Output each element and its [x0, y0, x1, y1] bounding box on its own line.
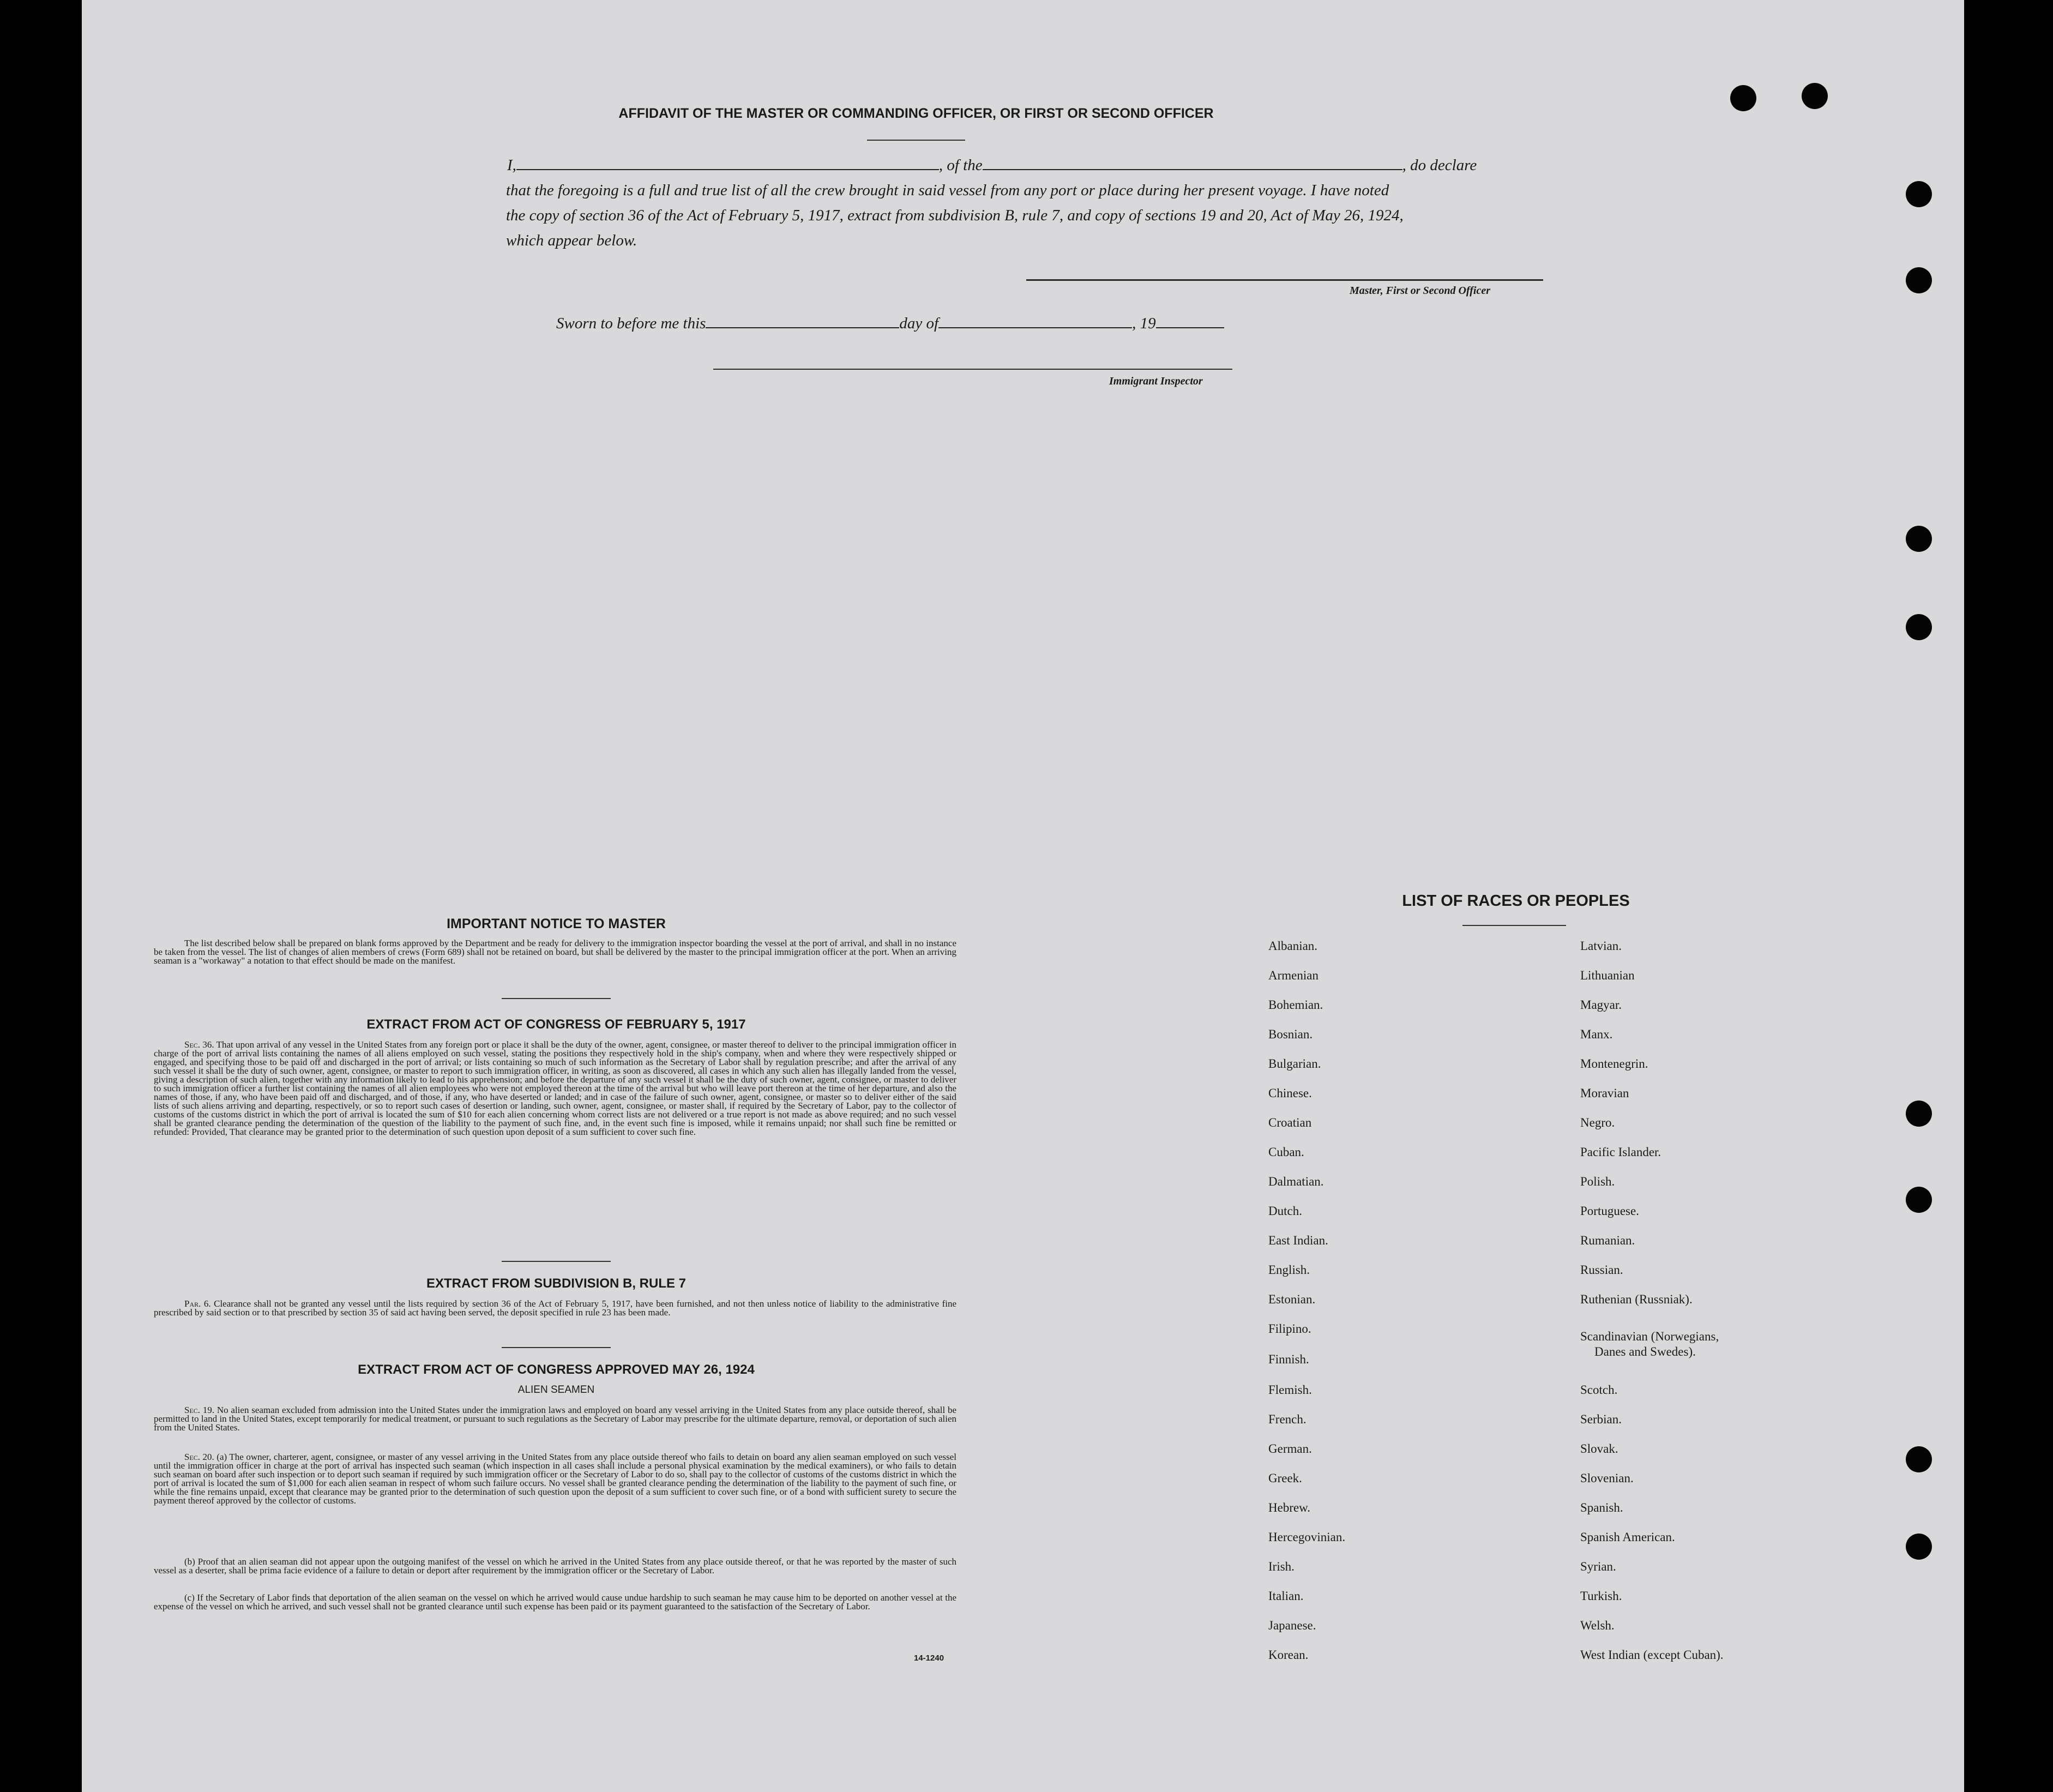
race-item: Albanian.	[1268, 939, 1318, 953]
race-item: Bulgarian.	[1268, 1057, 1321, 1071]
punch-hole	[1906, 181, 1932, 207]
par-6-text: Clearance shall not be granted any vessel until the lists required by section 36 of the Act of February 5, 1917, have been furnished, and not then unless notice of liability to the administrative fine prescribed by said section or to that prescribed by section 35 of said act having been served, the deposit specified in rule 23 has been made.	[154, 1298, 956, 1318]
sec-19-text: No alien seaman excluded from admission into the United States under the immigration laws and employed on board any vessel arriving in the United States from any place outside thereof, shall be permitted to land in the United States, except temporarily for medical treatment, or pursuant to such regulations as the Secretary of Labor may prescribe for the ultimate departure, removal, or deportation of such alien from the United States.	[154, 1405, 957, 1433]
divider	[502, 1347, 611, 1348]
race-item: English.	[1268, 1263, 1310, 1277]
race-item: Croatian	[1268, 1116, 1312, 1129]
affidavit-line-1	[507, 153, 1543, 178]
race-item: Dutch.	[1268, 1204, 1302, 1218]
race-item: Bosnian.	[1268, 1027, 1313, 1041]
sec-19	[154, 1406, 956, 1432]
extract-1924-subtitle: ALIEN SEAMEN	[517, 1384, 595, 1396]
race-item: Hebrew.	[1268, 1501, 1311, 1514]
sec-36-label: Sec. 36.	[184, 1039, 214, 1050]
race-item: Pacific Islander.	[1580, 1145, 1661, 1159]
extract-1917-title: EXTRACT FROM ACT OF CONGRESS OF FEBRUARY 5, 1917	[366, 1017, 746, 1032]
par-6-label: Par. 6.	[184, 1298, 211, 1309]
affidavit-line-4: which appear below.	[506, 232, 637, 249]
race-item: Slovak.	[1580, 1442, 1618, 1456]
extract-1924-title: EXTRACT FROM ACT OF CONGRESS APPROVED MAY 26, 1924	[358, 1362, 755, 1377]
race-item: German.	[1268, 1442, 1312, 1456]
race-item: Magyar.	[1580, 998, 1622, 1012]
punch-hole	[1906, 267, 1932, 293]
race-item: Bohemian.	[1268, 998, 1323, 1012]
inspector-line	[713, 369, 1232, 370]
race-item: Danes and Swedes).	[1594, 1345, 1696, 1358]
race-item: West Indian (except Cuban).	[1580, 1648, 1724, 1662]
race-item: Moravian	[1580, 1086, 1629, 1100]
race-item: Spanish.	[1580, 1501, 1623, 1514]
notice-body: The list described below shall be prepared on blank forms approved by the Department and be ready for delivery to the immigration inspector boarding the vessel at the port of arrival, and shall in no instance be taken from the vessel. The list of changes of alien members of crews (Form 689) shall not be retained on board, but shall be delivered by the master to the principal immigration officer at the port. When an arriving seaman is a "workaway" a notation to that effect should be made on the manifest.	[154, 938, 956, 966]
race-item: Hercegovinian.	[1268, 1530, 1346, 1544]
race-item: Greek.	[1268, 1471, 1302, 1485]
race-item: Manx.	[1580, 1027, 1613, 1041]
affidavit-do-declare: , do declare	[1402, 157, 1477, 174]
race-item: Italian.	[1268, 1589, 1304, 1603]
sec-20a	[154, 1453, 956, 1505]
signature-label: Master, First or Second Officer	[1350, 285, 1490, 297]
race-item: Rumanian.	[1580, 1234, 1635, 1247]
extract-rule7-title: EXTRACT FROM SUBDIVISION B, RULE 7	[426, 1276, 687, 1291]
day-of: day of	[899, 315, 939, 332]
inspector-label: Immigrant Inspector	[1109, 375, 1203, 387]
race-item: Armenian	[1268, 969, 1319, 982]
race-item: Scandinavian (Norwegians,	[1580, 1330, 1719, 1343]
affidavit-title: AFFIDAVIT OF THE MASTER OR COMMANDING OFFICER, OR FIRST OR SECOND OFFICER	[618, 106, 1214, 121]
punch-hole	[1906, 1101, 1932, 1127]
race-item: Montenegrin.	[1580, 1057, 1648, 1071]
name-blank	[516, 153, 939, 170]
race-item: Ruthenian (Russniak).	[1580, 1292, 1693, 1306]
sec-20-label: Sec. 20.	[184, 1452, 214, 1462]
affidavit-line-2: that the foregoing is a full and true list of all the crew brought in said vessel from any port or place during her present voyage. I have noted	[506, 182, 1389, 199]
sec-19-label: Sec. 19.	[184, 1405, 215, 1415]
race-item: Japanese.	[1268, 1619, 1316, 1632]
year-prefix: , 19	[1132, 315, 1156, 332]
punch-hole	[1802, 83, 1828, 109]
punch-hole	[1906, 1187, 1932, 1213]
notice-title: IMPORTANT NOTICE TO MASTER	[447, 916, 666, 931]
race-item: Latvian.	[1580, 939, 1622, 953]
sec-20c: (c) If the Secretary of Labor finds that deportation of the alien seaman on the vessel on which he arrived would cause undue hardship to such seaman he may cause him to be deported on another vessel at the expense of the vessel on which he arrived, and such vessel shall not be granted clearance until such expense has been paid or its payment guaranteed to the satisfaction of the Secretary of Labor.	[154, 1592, 956, 1611]
race-item: Negro.	[1580, 1116, 1615, 1129]
race-item: Welsh.	[1580, 1619, 1615, 1632]
race-item: Scotch.	[1580, 1383, 1618, 1397]
punch-hole	[1906, 526, 1932, 552]
punch-hole	[1730, 85, 1756, 111]
race-item: Lithuanian	[1580, 969, 1635, 982]
race-item: Serbian.	[1580, 1412, 1622, 1426]
punch-hole	[1906, 614, 1932, 640]
races-title: LIST OF RACES OR PEOPLES	[1402, 892, 1630, 910]
sec-36-text: That upon arrival of any vessel in the United States from any foreign port or place it shall be the duty of the owner, agent, consignee, or master thereof to deliver to the principal immigration officer in charge of the port of arrival lists containing the names of all aliens employed on such vessel, stating the positions they respectively hold in the ship's company, when and where they were respectively shipped or engaged, and specifying those to be paid off and discharged in the port of arrival; or lists containing so much of such information as the Secretary of Labor shall by regulation prescribe; and after the arrival of any such vessel it shall be the duty of such owner, agent, consignee, or master to report to such immigration officer, in writing, as soon as discovered, all cases in which any such alien has illegally landed from the vessel, giving a description of such alien, together with any information likely to lead to his apprehension; and before the departure of any such vessel it shall be the duty of such owner, agent, consignee, or master to deliver to such immigration officer a further list containing the names of all alien employees who were not employed thereon at the time of the arrival but who will leave port thereon at the time of her departure, and also the names of those, if any, who have been paid off and discharged, and of those, if any, who have deserted or landed; and in case of the failure of such owner, agent, consignee, or master so to deliver either of the said lists of such aliens arriving and departing, respectively, or so to report such cases of desertion or landing, such owner, agent, consignee, or master shall, if required by the Secretary of Labor, pay to the collector of customs of the customs district in which the port of arrival is located the sum of $10 for each alien concerning whom correct lists are not delivered or a true report is not made as above required; and no such vessel shall be granted clearance pending the determination of the question of the liability to the payment of such fine, and, in the event such fine is imposed, while it remains unpaid; nor shall such fine be remitted or refunded: Provided, That clearance may be granted prior to the determination of such question upon deposit of a sum sufficient to cover such fine.	[154, 1039, 956, 1137]
extract-rule7-body	[154, 1300, 956, 1317]
race-item: Irish.	[1268, 1560, 1295, 1573]
race-item: Dalmatian.	[1268, 1175, 1324, 1188]
race-item: Turkish.	[1580, 1589, 1622, 1603]
month-blank	[938, 311, 1132, 328]
sworn-prefix: Sworn to before me this	[556, 315, 706, 332]
punch-hole	[1906, 1446, 1932, 1472]
race-item: Russian.	[1580, 1263, 1623, 1277]
race-item: East Indian.	[1268, 1234, 1328, 1247]
race-item: Slovenian.	[1580, 1471, 1634, 1485]
affidavit-line-3: the copy of section 36 of the Act of February 5, 1917, extract from subdivision B, rule 7, and copy of sections 19 and 20, Act of May 26, 1924,	[506, 207, 1404, 224]
day-blank	[706, 311, 899, 328]
extract-1917-body	[154, 1041, 956, 1136]
race-item: Spanish American.	[1580, 1530, 1675, 1544]
race-item: Portuguese.	[1580, 1204, 1639, 1218]
race-item: Filipino.	[1268, 1322, 1311, 1336]
sec-20a-text: (a) The owner, charterer, agent, consignee, or master of any vessel arriving in the United States from any place outside thereof who fails to detain on board any alien seaman employed on such vessel until the immigration officer in charge at the port of arrival has inspected such seaman (which inspection in all cases shall include a personal physical examination by the medical examiners), or who fails to detain such seaman on board after such inspection or to deport such seaman if required by such immigration officer or the Secretary of Labor to do so, shall pay to the collector of customs of the customs district in which the port of arrival is located the sum of $1,000 for each alien seaman in respect of whom such failure occurs. No vessel shall be granted clearance pending the determination of the liability to the payment of such fine, or while the fine remains unpaid, except that clearance may be granted prior to the determination of such question upon the deposit of a sum sufficient to cover such fine, or of a bond with sufficient surety to secure the payment thereof approved by the collector of customs.	[154, 1452, 956, 1506]
sworn-line	[556, 311, 1224, 336]
divider	[502, 998, 611, 999]
affidavit-i: I,	[507, 157, 516, 174]
sec-20b: (b) Proof that an alien seaman did not appear upon the outgoing manifest of the vessel on which he arrived in the United States from any place outside thereof, or that he was reported by the master of such vessel as a deserter, shall be prima facie evidence of a failure to detain or deport after requirement by the immigration officer or the Secretary of Labor.	[154, 1556, 956, 1575]
form-number: 14-1240	[914, 1653, 944, 1663]
affidavit-of-the: , of the	[938, 157, 983, 174]
race-item: Korean.	[1268, 1648, 1309, 1662]
race-item: French.	[1268, 1412, 1307, 1426]
year-blank	[1156, 311, 1224, 328]
divider	[502, 1261, 611, 1262]
vessel-blank	[983, 153, 1402, 170]
divider	[1462, 925, 1566, 926]
race-item: Syrian.	[1580, 1560, 1616, 1573]
signature-line	[1026, 279, 1543, 281]
race-item: Polish.	[1580, 1175, 1615, 1188]
race-item: Finnish.	[1268, 1352, 1309, 1366]
race-item: Chinese.	[1268, 1086, 1312, 1100]
race-item: Cuban.	[1268, 1145, 1304, 1159]
punch-hole	[1906, 1534, 1932, 1560]
race-item: Flemish.	[1268, 1383, 1312, 1397]
divider	[867, 140, 965, 141]
race-item: Estonian.	[1268, 1292, 1316, 1306]
